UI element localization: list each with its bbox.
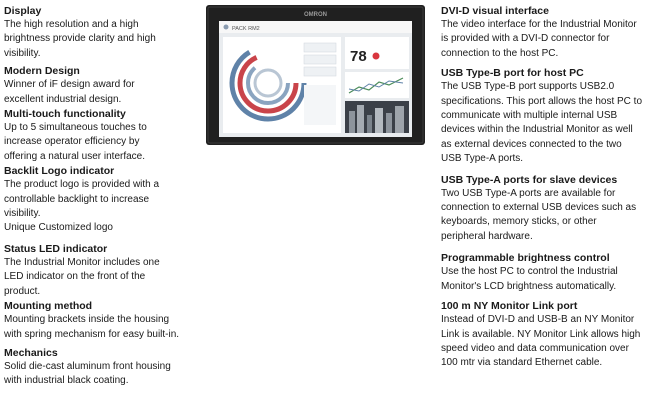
industrial-monitor-image [206,5,425,145]
section-title: Status LED indicator [4,242,108,255]
section-line: USB Type-A ports. [441,153,524,165]
section-title: Display [4,5,42,17]
monitor-logo: OMRON [304,12,327,18]
section-dvi-d [441,5,659,61]
section-line: increase operator efficiency by [4,136,140,148]
section-line: Use the host PC to control the Industrial [441,266,618,278]
section-line: Two USB Type-A ports are available for [441,187,616,199]
section-title: Mounting method [4,300,93,313]
section-display [4,5,200,61]
section-line: Winner of iF design award for [4,79,135,91]
section-line: The product logo is provided with a [4,179,160,191]
section-line: visibility. [4,47,41,59]
section-line: Monitor's LCD brightness automatically. [441,280,617,292]
alert-icon [373,53,380,60]
section-usb-type-b [441,67,659,166]
section-brightness [441,252,659,294]
big-value: 78 [350,48,367,65]
section-line: product. [4,285,41,297]
section-line: offering a natural user interface. [4,150,146,162]
section-line: specifications. This port allows the host PC to [441,95,643,107]
section-line: Mounting brackets inside the housing [4,314,170,326]
section-modern-design [4,65,200,107]
section-line: Instead of DVI-D and USB-B an NY Monitor [441,314,635,326]
section-line: excellent industrial design. [4,93,122,105]
right-column [441,0,659,371]
section-line: controllable backlight to increase [4,193,150,205]
section-line: as external devices connected to the two [441,138,622,150]
section-line: Link is available. NY Monitor Link allows high [441,328,641,340]
section-line: Unique Customized logo [4,222,113,234]
section-title: Multi-touch functionality [4,108,126,121]
section-line: 100 mtr via standard Ethernet cable. [441,357,603,369]
section-line: connection to external USB devices such as [441,202,637,214]
section-line: LED indicator on the front of the [4,271,146,283]
section-line: The USB Type-B port supports USB2.0 [441,81,615,93]
screen-title: PACK RM2 [232,26,260,32]
section-title: Mechanics [4,346,58,359]
section-title: Backlit Logo indicator [4,165,115,178]
section-line: visibility. [4,208,41,220]
section-line: The high resolution and a high [4,19,139,30]
trend-card [345,72,409,98]
section-mechanics [4,347,200,389]
home-icon [224,25,229,30]
section-line: connection to the host PC. [441,47,559,59]
section-title: 100 m NY Monitor Link port [441,300,578,313]
section-line: keyboards, memory sticks, or other [441,216,597,228]
section-line: The video interface for the Industrial Monitor [441,19,637,30]
section-line: Up to 5 simultaneous touches to [4,122,147,134]
section-line: with spring mechanism for easy built-in. [4,328,180,340]
section-status-led [4,243,200,299]
section-title: USB Type-A ports for slave devices [441,173,618,186]
section-line: devices within the Industrial Monitor as well [441,124,633,136]
section-backlit-logo [4,165,200,236]
section-title: USB Type-B port for host PC [441,67,584,80]
section-title: Programmable brightness control [441,252,610,265]
section-line: brightness provide clarity and high [4,33,156,45]
section-title: Modern Design [4,65,80,78]
section-line: with industrial black coating. [4,375,129,387]
section-line: peripheral hardware. [441,230,533,242]
section-line: The Industrial Monitor includes one [4,256,160,268]
left-column [4,0,200,389]
section-line: Solid die-cast aluminum front housing [4,360,171,372]
section-line: is provided with a DVI-D connector for [441,33,610,45]
section-mounting [4,300,200,342]
section-title: DVI-D visual interface [441,5,549,17]
section-line: speed video and data communication over [441,342,629,354]
section-line: communicate with multiple internal USB [441,110,618,122]
section-usb-type-a [441,174,659,245]
section-multi-touch [4,108,200,164]
section-monitor-link [441,300,659,371]
